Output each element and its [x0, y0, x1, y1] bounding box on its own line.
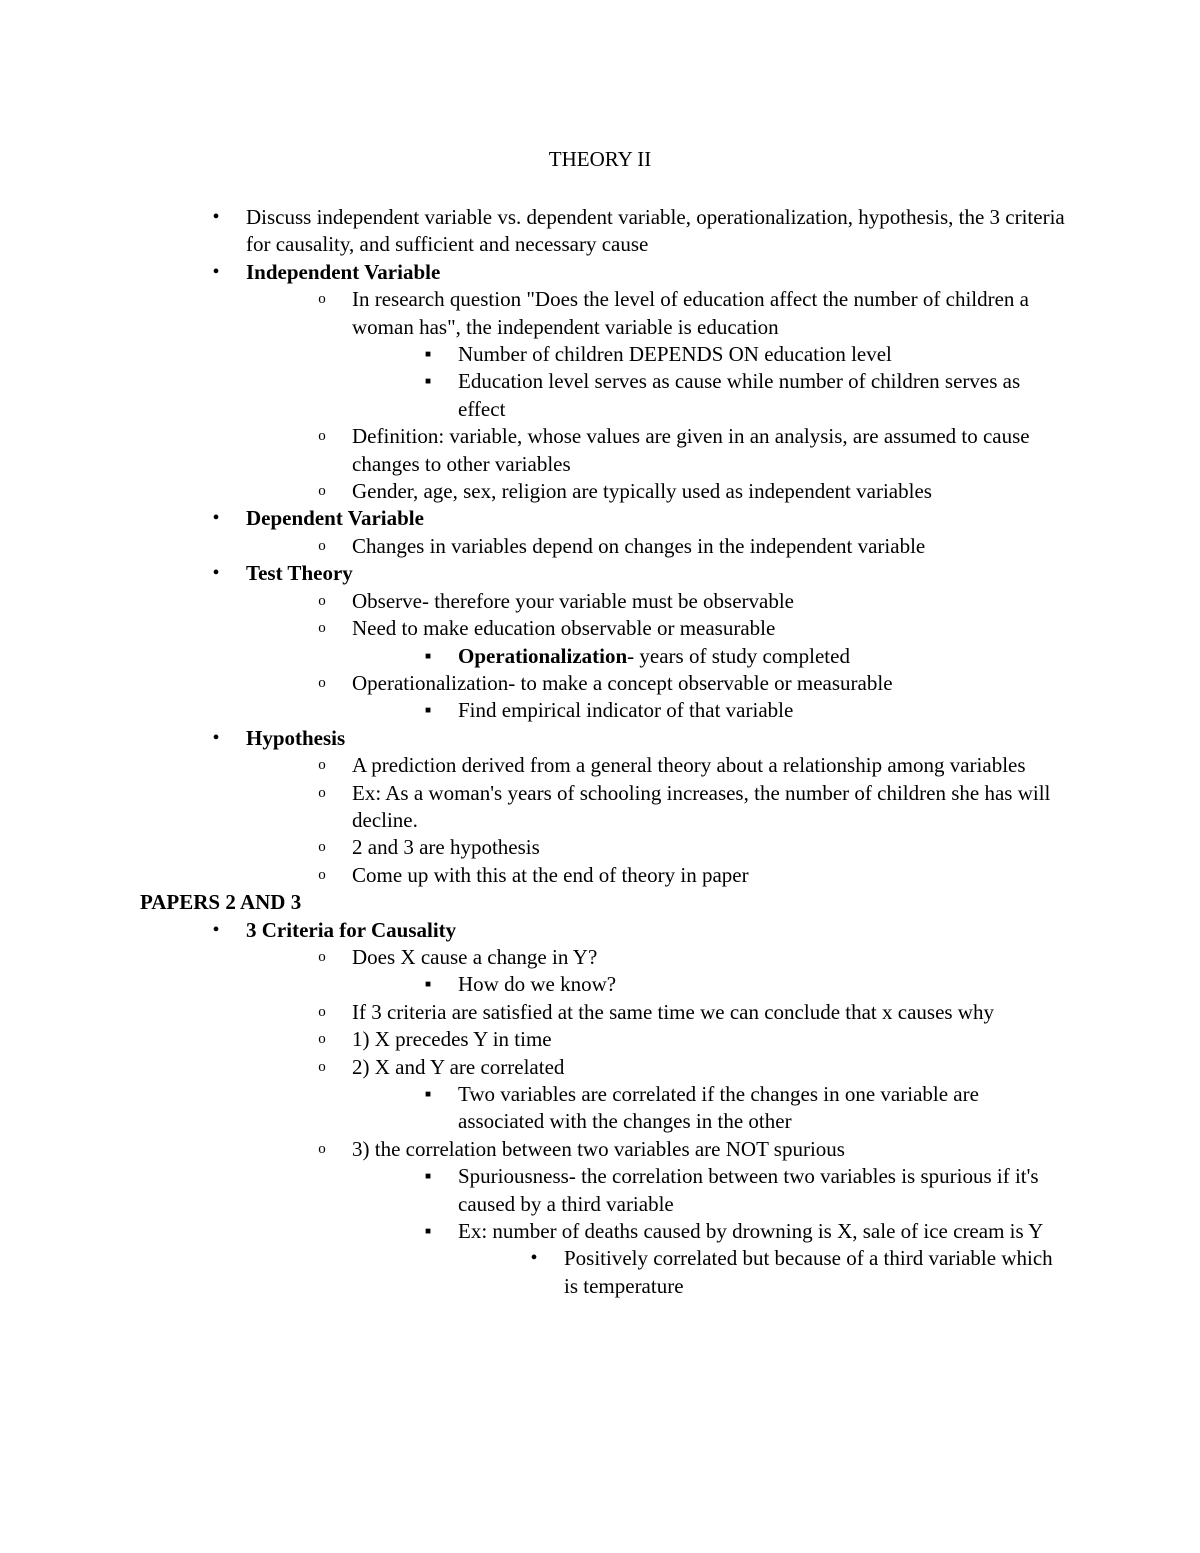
list-item — [0, 259, 1200, 286]
bullet-icon: • — [212, 726, 220, 749]
square-bullet-icon: ■ — [424, 349, 432, 361]
list-item — [0, 1081, 1200, 1136]
list-item-text: In research question "Does the level of education affect the number of children a woman has", the independent variable is education — [352, 287, 1029, 339]
list-item-text: Positively correlated but because of a third variable which is temperature — [564, 1246, 1053, 1298]
square-bullet-icon: ■ — [424, 705, 432, 717]
circle-bullet-icon: o — [318, 674, 326, 691]
list-item — [0, 917, 1200, 944]
section-title — [0, 889, 1200, 916]
papers-heading: PAPERS 2 AND 3 — [140, 890, 302, 915]
circle-bullet-icon: o — [318, 1140, 326, 1157]
list-item-text: If 3 criteria are satisfied at the same time we can conclude that x causes why — [352, 999, 994, 1024]
section-heading: 3 Criteria for Causality — [246, 917, 457, 942]
circle-bullet-icon: o — [318, 483, 326, 500]
list-item — [0, 1163, 1200, 1218]
list-item — [0, 971, 1200, 998]
section-heading: Dependent Variable — [246, 506, 424, 531]
bullet-icon: • — [212, 206, 220, 228]
list-item-text: Definition: variable, whose values are given in an analysis, are assumed to cause changes to other variables — [352, 424, 1030, 476]
circle-bullet-icon: o — [318, 1031, 326, 1048]
term-bold: Operationalization — [458, 643, 628, 668]
list-item-text: 2) X and Y are correlated — [352, 1054, 565, 1079]
list-item-text: Number of children DEPENDS ON education level — [458, 342, 892, 367]
list-item-text: Operationalization- to make a concept observable or measurable — [352, 670, 893, 695]
notes-outline — [0, 204, 1200, 1300]
list-item-text: How do we know? — [458, 972, 617, 997]
list-item — [0, 505, 1200, 532]
list-item — [0, 615, 1200, 642]
square-bullet-icon: ■ — [424, 1226, 432, 1238]
document-title: THEORY II — [548, 147, 652, 171]
list-item — [0, 1218, 1200, 1245]
list-item-text: Find empirical indicator of that variable — [458, 698, 794, 723]
list-item — [0, 286, 1200, 341]
circle-bullet-icon: o — [318, 1003, 326, 1020]
square-bullet-icon: ■ — [424, 376, 432, 388]
bullet-icon: • — [212, 562, 220, 585]
circle-bullet-icon: o — [318, 428, 326, 445]
list-item — [0, 1026, 1200, 1053]
list-item — [0, 670, 1200, 697]
list-item — [0, 1054, 1200, 1081]
bullet-icon: • — [212, 918, 220, 941]
list-item — [0, 368, 1200, 423]
list-item — [0, 999, 1200, 1026]
list-item-text: Come up with this at the end of theory in paper — [352, 862, 749, 887]
circle-bullet-icon: o — [318, 620, 326, 637]
list-item-text: Observe- therefore your variable must be observable — [352, 588, 794, 613]
list-item — [0, 643, 1200, 670]
list-item — [0, 560, 1200, 587]
list-item — [0, 697, 1200, 724]
list-item-text: Two variables are correlated if the changes in one variable are associated with the changes in the other — [458, 1082, 979, 1134]
circle-bullet-icon: o — [318, 866, 326, 883]
list-item — [0, 1245, 1200, 1300]
circle-bullet-icon: o — [318, 592, 326, 609]
bullet-icon: • — [530, 1247, 538, 1270]
bullet-icon: • — [212, 260, 220, 283]
circle-bullet-icon: o — [318, 1058, 326, 1075]
circle-bullet-icon: o — [318, 537, 326, 554]
list-item-text: Gender, age, sex, religion are typically used as independent variables — [352, 479, 932, 504]
list-item-text: Changes in variables depend on changes in the independent variable — [352, 533, 926, 558]
section-heading: Independent Variable — [246, 259, 441, 284]
list-item — [0, 725, 1200, 752]
list-item — [0, 533, 1200, 560]
bullet-icon: • — [212, 507, 220, 530]
list-item-text: A prediction derived from a general theory about a relationship among variables — [352, 753, 1026, 778]
list-item-text: 3) the correlation between two variables are NOT spurious — [352, 1136, 845, 1161]
list-item — [0, 944, 1200, 971]
list-item — [0, 423, 1200, 478]
list-item-text: 2 and 3 are hypothesis — [352, 835, 540, 860]
list-item-text: Education level serves as cause while number of children serves as effect — [458, 369, 1021, 421]
list-item-text: 1) X precedes Y in time — [352, 1027, 552, 1052]
list-item — [0, 780, 1200, 835]
list-item — [0, 834, 1200, 861]
square-bullet-icon: ■ — [424, 1171, 432, 1183]
list-item — [0, 478, 1200, 505]
circle-bullet-icon: o — [318, 784, 326, 801]
list-item-text: Spuriousness- the correlation between two variables is spurious if it's caused by a third variable — [458, 1164, 1039, 1216]
list-item-text: Need to make education observable or measurable — [352, 616, 776, 641]
square-bullet-icon: ■ — [424, 979, 432, 991]
circle-bullet-icon: o — [318, 291, 326, 308]
list-item — [0, 862, 1200, 889]
list-item — [0, 341, 1200, 368]
list-item — [0, 1136, 1200, 1163]
list-item-text: Ex: As a woman's years of schooling increases, the number of children she has will decline. — [352, 780, 1051, 832]
list-item — [0, 204, 1200, 259]
circle-bullet-icon: o — [318, 948, 326, 965]
list-item-text: Does X cause a change in Y? — [352, 944, 598, 969]
square-bullet-icon: ■ — [424, 1089, 432, 1100]
circle-bullet-icon: o — [318, 757, 326, 774]
square-bullet-icon: ■ — [424, 650, 432, 662]
section-heading: Hypothesis — [246, 725, 346, 750]
circle-bullet-icon: o — [318, 839, 326, 856]
list-item — [0, 588, 1200, 615]
list-item-text: Ex: number of deaths caused by drowning is X, sale of ice cream is Y — [458, 1219, 1044, 1244]
list-item — [0, 752, 1200, 779]
list-item-text: Discuss independent variable vs. dependent variable, operationalization, hypothesis, the 3 criteria for causality, and sufficient and necessary cause — [246, 205, 1065, 257]
section-heading: Test Theory — [246, 561, 353, 586]
term-definition: - years of study completed — [627, 643, 850, 668]
